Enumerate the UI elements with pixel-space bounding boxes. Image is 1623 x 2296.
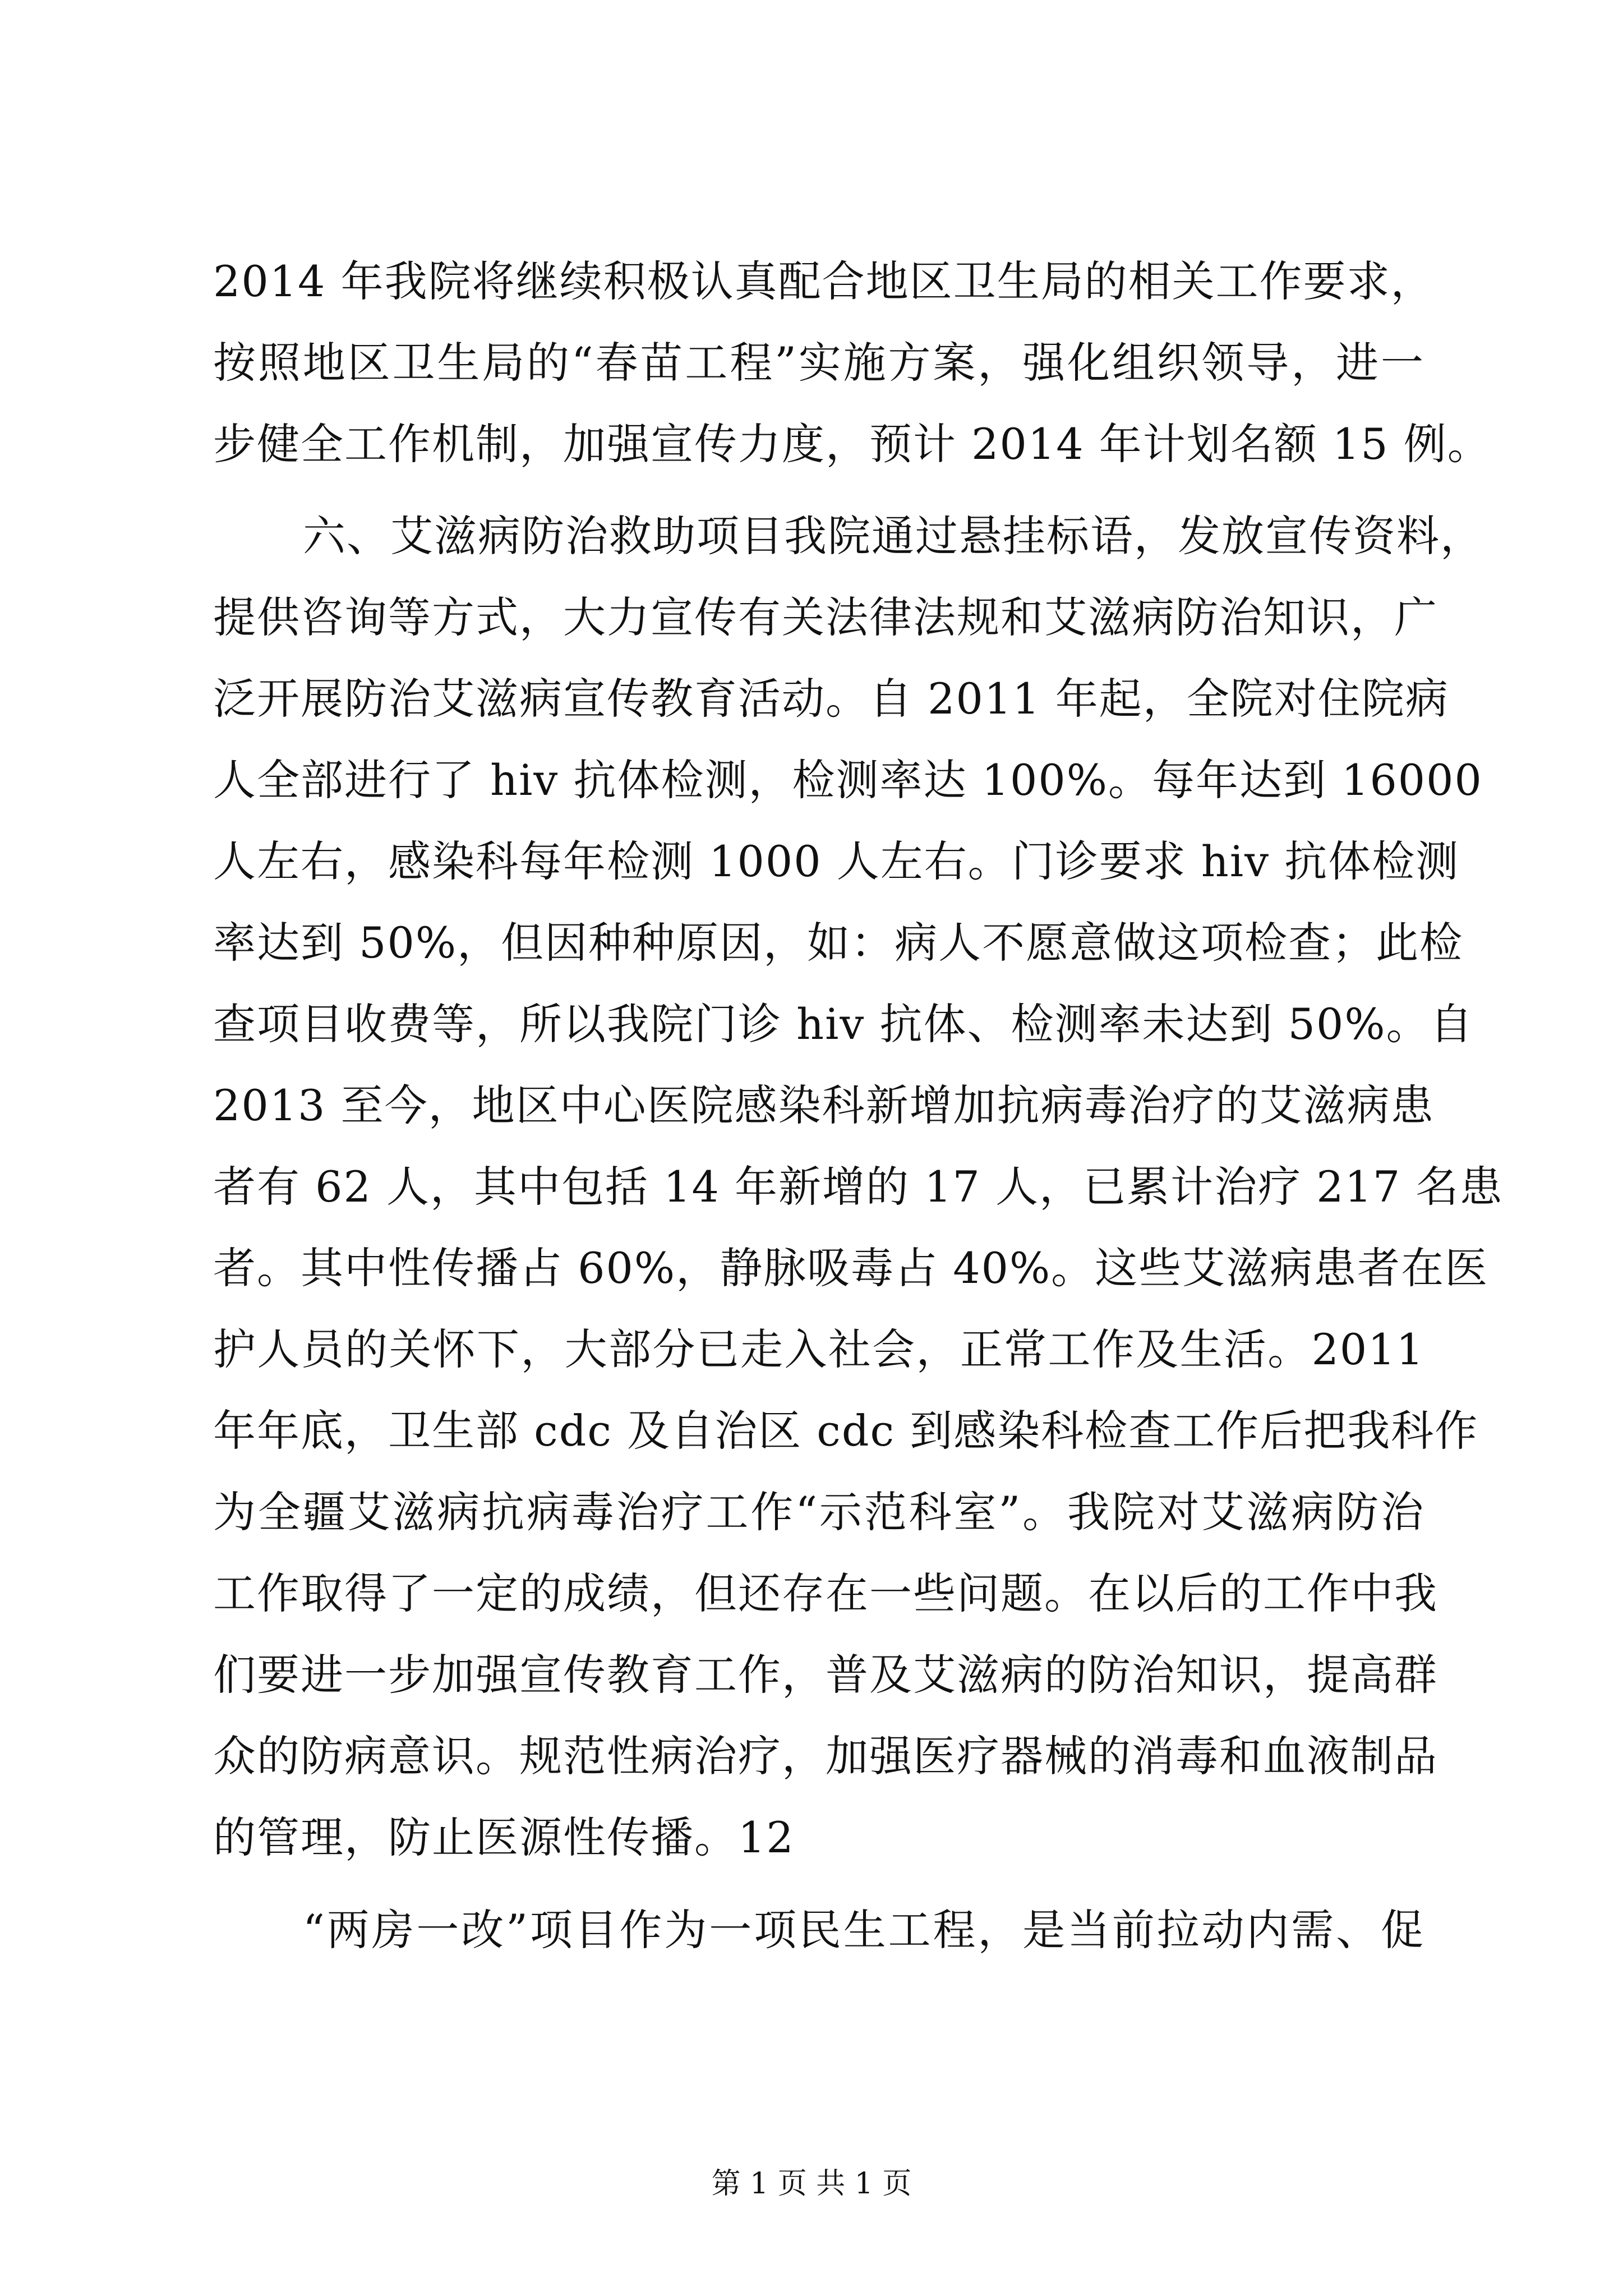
paragraph-line: 的管理，防止医源性传播。12 <box>213 1812 795 1862</box>
paragraph-line: 2014 年我院将继续积极认真配合地区卫生局的相关工作要求， <box>213 256 1435 306</box>
paragraph-line: “两房一改”项目作为一项民生工程，是当前拉动内需、促 <box>303 1905 1424 1955</box>
paragraph-line: 年年底，卫生部 cdc 及自治区 cdc 到感染科检查工作后把我科作 <box>213 1406 1479 1456</box>
paragraph-line: 众的防病意识。规范性病治疗，加强医疗器械的消毒和血液制品 <box>213 1731 1438 1781</box>
paragraph-line: 人左右，感染科每年检测 1000 人左右。门诊要求 hiv 抗体检测 <box>213 836 1460 886</box>
paragraph-line: 按照地区卫生局的“春苗工程”实施方案，强化组织领导，进一 <box>213 338 1424 388</box>
paragraph-line: 率达到 50%，但因种种原因，如：病人不愿意做这项检查；此检 <box>213 918 1464 968</box>
paragraph-line: 六、艾滋病防治救助项目我院通过悬挂标语，发放宣传资料， <box>303 511 1484 561</box>
paragraph-line: 为全疆艾滋病抗病毒治疗工作“示范科室”。我院对艾滋病防治 <box>213 1487 1424 1537</box>
paragraph-line: 查项目收费等，所以我院门诊 hiv 抗体、检测率未达到 50%。自 <box>213 999 1474 1049</box>
paragraph-line: 提供咨询等方式，大力宣传有关法律法规和艾滋病防治知识，广 <box>213 592 1438 642</box>
paragraph-line: 人全部进行了 hiv 抗体检测，检测率达 100%。每年达到 16000 <box>213 755 1483 805</box>
paragraph-line: 护人员的关怀下，大部分已走入社会，正常工作及生活。2011 <box>213 1324 1424 1374</box>
paragraph-line: 工作取得了一定的成绩，但还存在一些问题。在以后的工作中我 <box>213 1568 1438 1618</box>
page-footer: 第 1 页 共 1 页 <box>711 2167 912 2201</box>
paragraph-line: 2013 至今，地区中心医院感染科新增加抗病毒治疗的艾滋病患 <box>213 1080 1435 1130</box>
paragraph-line: 泛开展防治艾滋病宣传教育活动。自 2011 年起，全院对住院病 <box>213 674 1449 724</box>
paragraph-line: 者有 62 人，其中包括 14 年新增的 17 人，已累计治疗 217 名患 <box>213 1162 1504 1212</box>
paragraph-line: 们要进一步加强宣传教育工作，普及艾滋病的防治知识，提高群 <box>213 1650 1438 1700</box>
paragraph-line: 步健全工作机制，加强宣传力度，预计 2014 年计划名额 15 例。 <box>213 419 1491 469</box>
paragraph-line: 者。其中性传播占 60%，静脉吸毒占 40%。这些艾滋病患者在医 <box>213 1243 1489 1293</box>
